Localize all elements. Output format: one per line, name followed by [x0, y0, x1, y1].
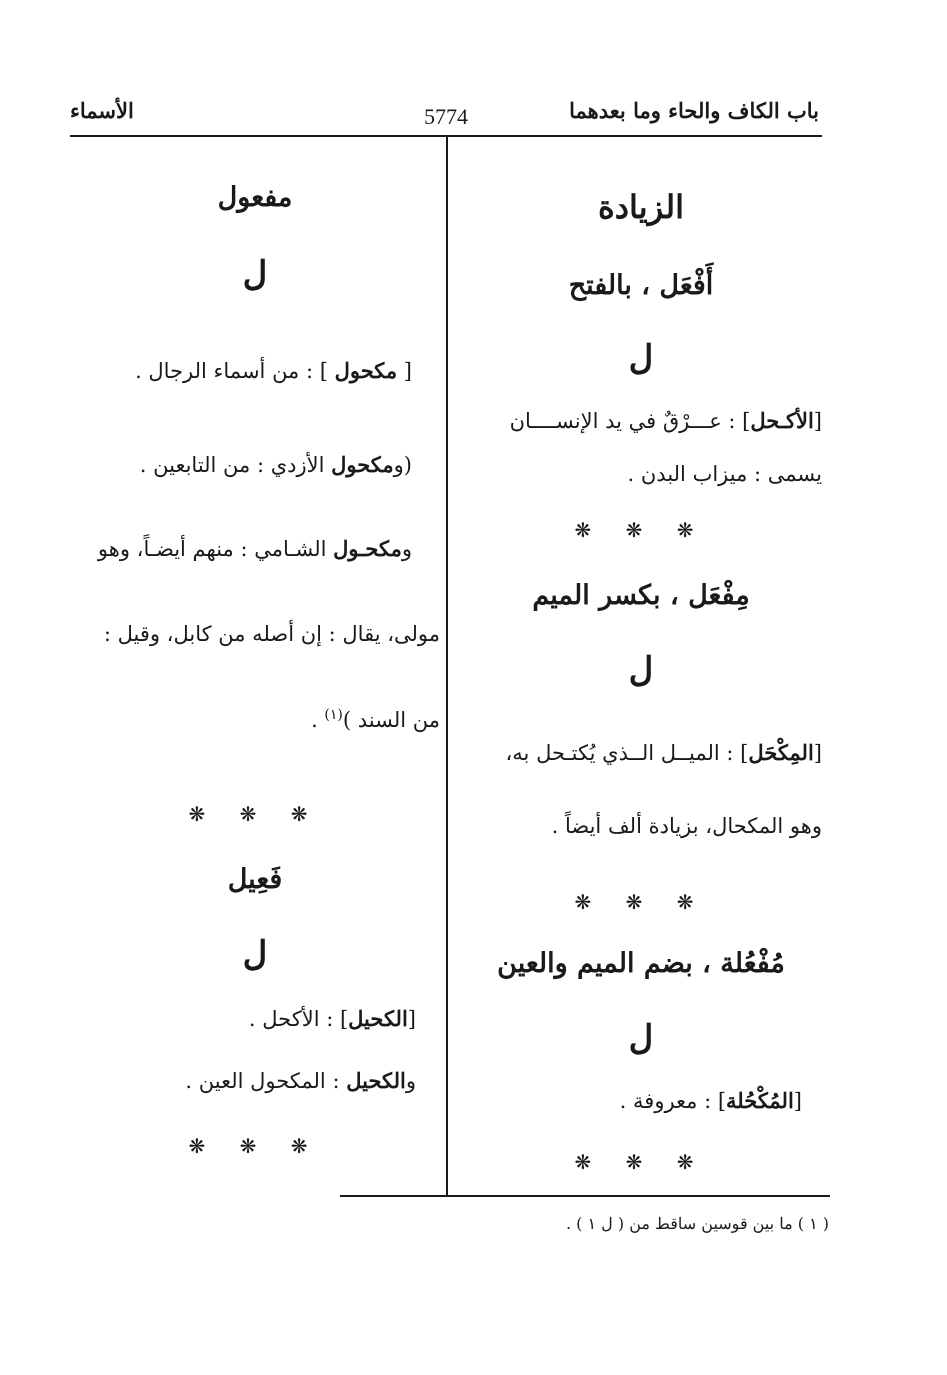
headword: الكحيل: [346, 1068, 406, 1093]
entry-akhal: [الأكـحل] : عـــرْقٌ في يد الإنســــان: [509, 408, 822, 433]
pattern-afal: أَفْعَل ، بالفتح: [568, 270, 714, 301]
page-number: 5774: [424, 104, 468, 129]
pattern-mufula: مُفْعُلة ، بضم الميم والعين: [497, 948, 785, 979]
root-letter: ل: [628, 338, 654, 378]
headword: الكحيل: [348, 1006, 408, 1031]
pattern-mifal: مِفْعَل ، بكسر الميم: [532, 580, 750, 611]
headword: المِكْحَل: [748, 740, 814, 765]
title-ziyada: الزيادة: [598, 188, 684, 226]
entry-mikhal-line2: وهو المكحال، بزيادة ألف أيضاً .: [551, 814, 822, 838]
root-letter: ل: [628, 1018, 654, 1058]
headword: مكحول: [334, 358, 398, 383]
entry-kaheel-line2: والكحيل : المكحول العين .: [185, 1068, 416, 1093]
chapter-title: باب الكاف والحاء وما بعدهما: [569, 98, 819, 123]
entry-mukhula: [المُكْحُلة] : معروفة .: [619, 1088, 802, 1113]
column-divider: [446, 137, 448, 1197]
section-title: الأسماء: [70, 98, 134, 123]
pattern-fail: فَعِيل: [227, 864, 283, 895]
headword: مكحول: [331, 452, 394, 477]
separator-stars: ❋ ❋ ❋: [188, 1134, 322, 1158]
separator-stars: ❋ ❋ ❋: [188, 802, 322, 826]
entry-makhool-line4: مولى، يقال : إن أصله من كابل، وقيل :: [103, 622, 440, 646]
root-letter: ل: [242, 254, 268, 294]
entry-makhool-shami: ومكحـول الشـامي : منهم أيضـاً، وهو: [97, 536, 412, 561]
headword: المُكْحُلة: [726, 1088, 794, 1113]
root-letter: ل: [628, 650, 654, 690]
separator-stars: ❋ ❋ ❋: [574, 518, 708, 542]
root-letter: ل: [242, 934, 268, 974]
entry-kaheel: [الكحيل] : الأكحل .: [248, 1006, 416, 1031]
separator-stars: ❋ ❋ ❋: [574, 1150, 708, 1174]
entry-makhool-azdi: (ومكحول الأزدي : من التابعين .: [139, 452, 412, 477]
headword: مكحـول: [333, 536, 402, 561]
pattern-mafool: مفعول: [217, 182, 293, 213]
footnote-ref: (١): [324, 707, 343, 723]
footnote-rule: [340, 1195, 830, 1197]
entry-akhal-line2: يسمى : ميزاب البدن .: [627, 462, 822, 486]
entry-mikhal: [المِكْحَل] : الميــل الــذي يُكتـحل به،: [505, 740, 822, 765]
headword: الأكـحل: [750, 408, 814, 433]
entry-makhool-line5: من السند )$^{(١)}$ .: [311, 707, 440, 732]
footnote: ( ١ ) ما بين قوسين ساقط من ( ل ١ ) .: [566, 1214, 829, 1233]
entry-makhool: [ مكحول ] : من أسماء الرجال .: [135, 358, 412, 383]
separator-stars: ❋ ❋ ❋: [574, 890, 708, 914]
